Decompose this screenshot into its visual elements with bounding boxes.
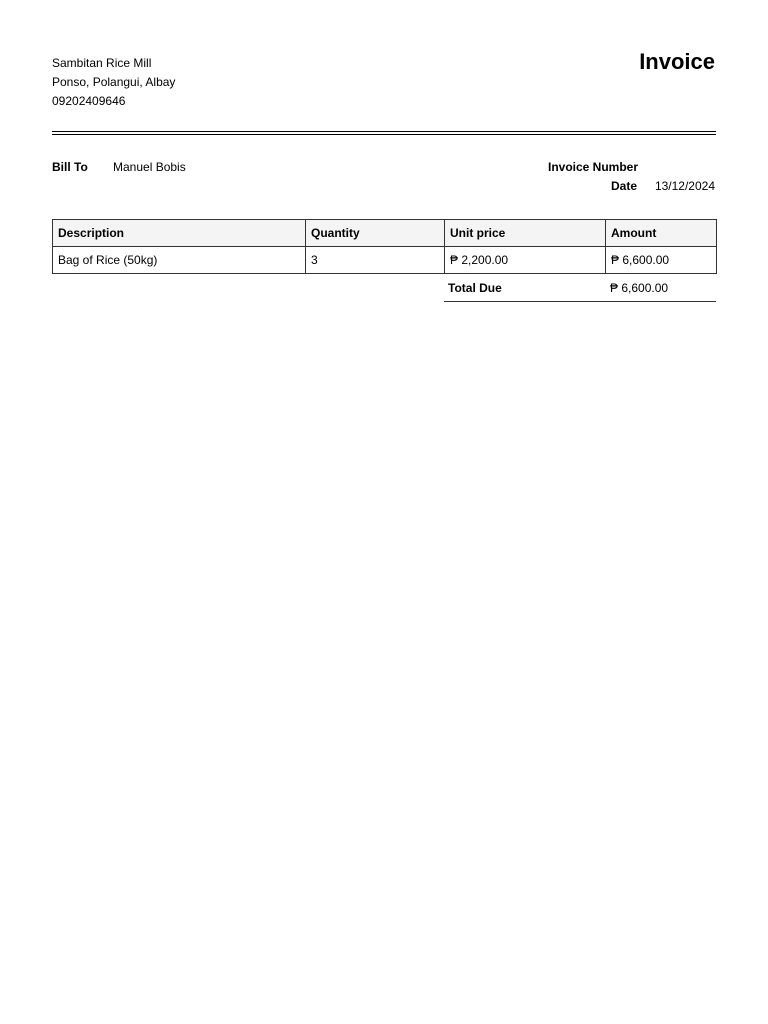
date-label: Date (611, 179, 638, 193)
invoice-number-label: Invoice Number (548, 160, 639, 174)
line-items-table (52, 219, 717, 274)
table-header-row (53, 220, 717, 247)
total-due-label: Total Due (448, 281, 502, 295)
header-divider-top (52, 131, 716, 132)
bill-to-name: Manuel Bobis (113, 160, 186, 174)
cell-quantity: 3 (306, 247, 445, 274)
company-address: Ponso, Polangui, Albay (52, 75, 176, 89)
company-phone: 09202409646 (52, 94, 126, 108)
header-divider-bottom (52, 134, 716, 135)
document-title: Invoice (639, 49, 715, 74)
company-info (52, 54, 175, 111)
table-row (53, 247, 717, 274)
date-value: 13/12/2024 (654, 179, 715, 193)
header-unit-price: Unit price (445, 220, 606, 247)
cell-description: Bag of Rice (50kg) (53, 247, 306, 274)
header-quantity: Quantity (306, 220, 445, 247)
cell-amount: ₱ 6,600.00 (606, 247, 717, 274)
bill-to-label: Bill To (52, 160, 88, 174)
total-due-value: ₱ 6,600.00 (610, 281, 669, 295)
header-description: Description (53, 220, 306, 247)
cell-unit-price: ₱ 2,200.00 (445, 247, 606, 274)
header-amount: Amount (606, 220, 717, 247)
company-name: Sambitan Rice Mill (52, 56, 152, 70)
total-due-row (444, 274, 716, 302)
